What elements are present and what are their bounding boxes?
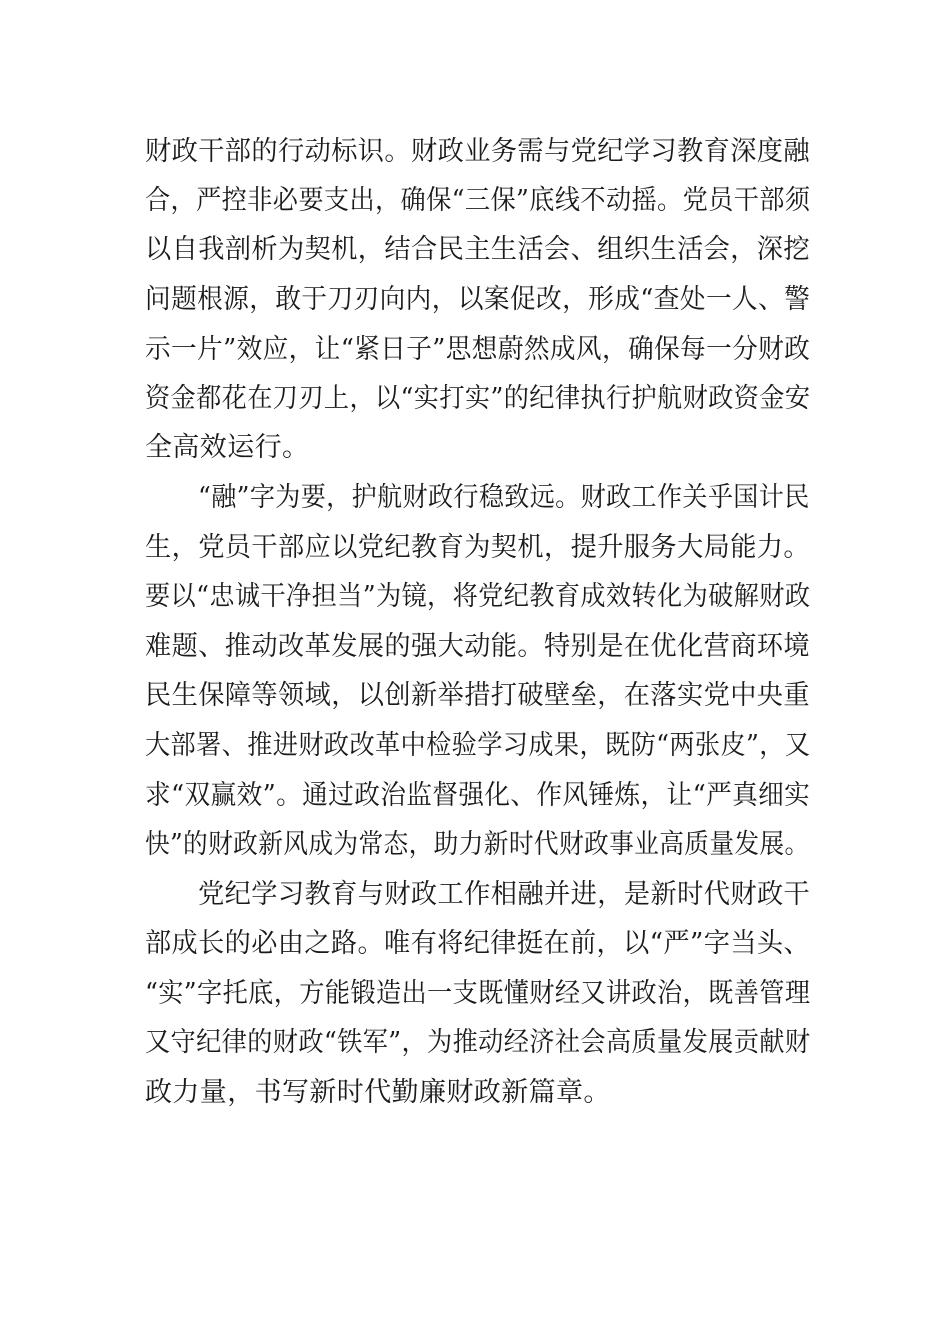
text-line-5: 示一片”效应，让“紧日子”思想蔚然成风，确保每一分财政: [145, 334, 811, 365]
text-line-6: 资金都花在刀刃上，以“实打实”的纪律执行护航财政资金安: [145, 383, 811, 414]
text-line-20: 政力量，书写新时代勤廉财政新篇章。: [145, 1077, 611, 1108]
text-line-19: 又守纪律的财政“铁军”，为推动经济社会高质量发展贡献财: [145, 1027, 811, 1058]
text-line-10: 要以“忠诚干净担当”为镜，将党纪教育成效转化为破解财政: [145, 581, 811, 612]
text-line-7: 全高效运行。: [145, 432, 310, 463]
text-line-14: 求“双赢效”。通过政治监督强化、作风锤炼，让“严真细实: [145, 780, 811, 811]
text-line-11: 难题、推动改革发展的强大动能。特别是在优化营商环境: [145, 631, 810, 662]
text-line-2: 合，严控非必要支出，确保“三保”底线不动摇。党员干部须: [145, 185, 811, 216]
text-line-12: 民生保障等领域，以创新举措打破壁垒，在落实党中央重: [145, 680, 810, 711]
text-line-13: 大部署、推进财政改革中检验学习成果，既防“两张皮”，又: [145, 730, 811, 761]
text-line-16: 党纪学习教育与财政工作相融并进，是新时代财政干: [198, 879, 811, 910]
text-line-9: 生，党员干部应以党纪教育为契机，提升服务大局能力。: [145, 532, 810, 563]
text-line-4: 问题根源，敢于刀刃向内，以案促改，形成“查处一人、警: [145, 284, 811, 315]
text-line-17: 部成长的必由之路。唯有将纪律挺在前，以“严”字当头、: [145, 928, 811, 959]
text-line-18: “实”字托底，方能锻造出一支既懂财经又讲政治，既善管理: [145, 978, 811, 1009]
text-line-8: “融”字为要，护航财政行稳致远。财政工作关乎国计民: [198, 482, 810, 513]
text-line-3: 以自我剖析为契机，结合民主生活会、组织生活会，深挖: [145, 234, 810, 265]
text-line-1: 财政干部的行动标识。财政业务需与党纪学习教育深度融: [145, 136, 810, 167]
text-line-15: 快”的财政新风成为常态，助力新时代财政事业高质量发展。: [145, 829, 810, 860]
